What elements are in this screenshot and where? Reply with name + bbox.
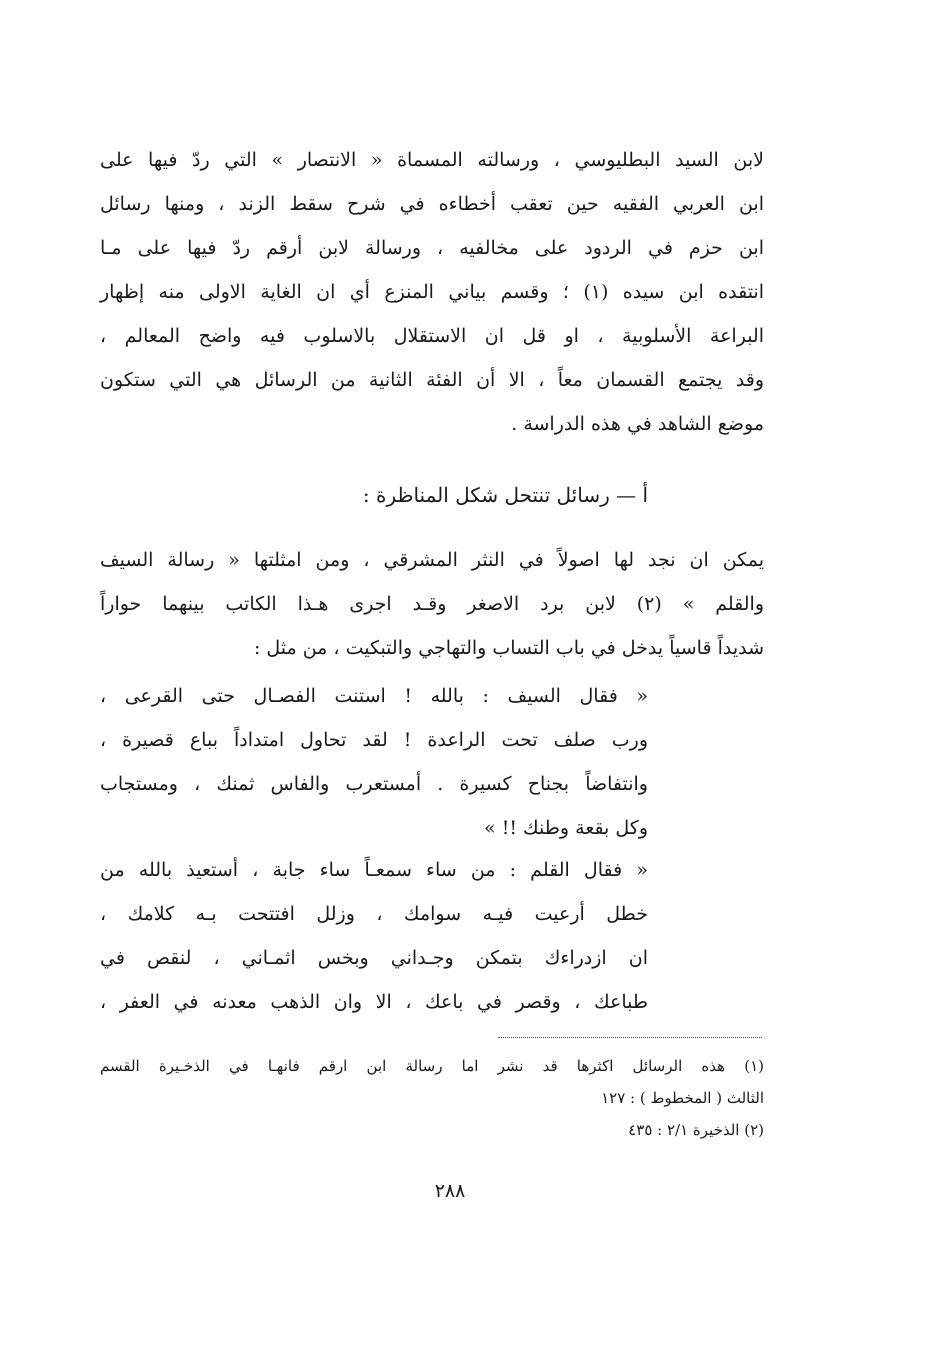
quote-line: وكل بقعة وطنك !! » xyxy=(484,817,648,839)
text-line: ابن حزم في الردود على مخالفيه ، ورسالة لابن أرقم ردّ فيها على مـا xyxy=(100,237,764,259)
text-line: موضع الشاهد في هذه الدراسة . xyxy=(511,413,764,435)
quote-line: وانتفاضاً بجناح كسيرة . أمستعرب والفاس ثمنك ، ومستجاب xyxy=(100,773,648,795)
quote-line: « فقال السيف : بالله ! استنت الفصـال حتى القرعى ، xyxy=(100,685,648,707)
text-line: انتقده ابن سيده (١) ؛ وقسم بياني المنزع أي ان الغاية الاولى منه إظهار xyxy=(100,281,764,303)
footnotes xyxy=(100,1050,764,1146)
text-line: لابن السيد البطليوسي ، ورسالته المسماة « الانتصار » التي ردّ فيها على xyxy=(100,149,764,171)
quote-pen xyxy=(100,848,648,1024)
text-line: يمكن ان نجد لها اصولاً في النثر المشرقي ، ومن امثلتها « رسالة السيف xyxy=(100,549,764,571)
footnote-line: الثالث ( المخطوط ) : ١٢٧ xyxy=(601,1089,764,1107)
quote-line: خطل أرعيت فيـه سوامك ، وزلل افتتحت بـه كلامك ، xyxy=(100,903,648,925)
second-paragraph xyxy=(100,538,764,670)
text-line: شديداً قاسياً يدخل في باب التساب والتهاجي والتبكيت ، من مثل : xyxy=(253,637,764,659)
text-line: وقد يجتمع القسمان معاً ، الا أن الفئة الثانية من الرسائل هي التي ستكون xyxy=(100,369,764,391)
footnote-line: (١) هذه الرسائل اكثرها قد نشر اما رسالة ابن ارقم فانهـا في الذخـيرة القسم xyxy=(100,1057,764,1075)
text-line: البراعة الأسلوبية ، او قل ان الاستقلال بالاسلوب فيه واضح المعالم ، xyxy=(100,325,764,347)
text-line: ابن العربي الفقيه حين تعقب أخطاءه في شرح سقط الزند ، ومنها رسائل xyxy=(100,193,764,215)
quote-line: « فقال القلم : من ساء سمعـاً ساء جابة ، أستعيذ بالله من xyxy=(100,859,648,881)
quote-line: ان ازدراءك بتمكن وجـداني وبخس اثمـاني ، لنقص في xyxy=(100,947,648,969)
page-number: ٢٨٨ xyxy=(434,1180,466,1202)
quote-line: ورب صلف تحت الراعدة ! لقد تحاول امتداداً بباع قصيرة ، xyxy=(100,729,648,751)
text-line: والقلم » (٢) لابن برد الاصغر وقـد اجرى هـذا الكاتب بينهما حواراً xyxy=(100,593,765,615)
quote-line: طباعك ، وقصر في باعك ، الا وان الذهب معدنه في العفر ، xyxy=(100,991,648,1013)
intro-paragraph xyxy=(100,138,764,446)
quote-sword xyxy=(100,674,648,850)
section-heading xyxy=(100,473,648,517)
section-heading-text: أ — رسائل تنتحل شكل المناظرة : xyxy=(362,483,648,507)
footnote-line: (٢) الذخيرة ٢/١ : ٤٣٥ xyxy=(628,1121,764,1139)
footnote-separator xyxy=(498,1037,762,1038)
